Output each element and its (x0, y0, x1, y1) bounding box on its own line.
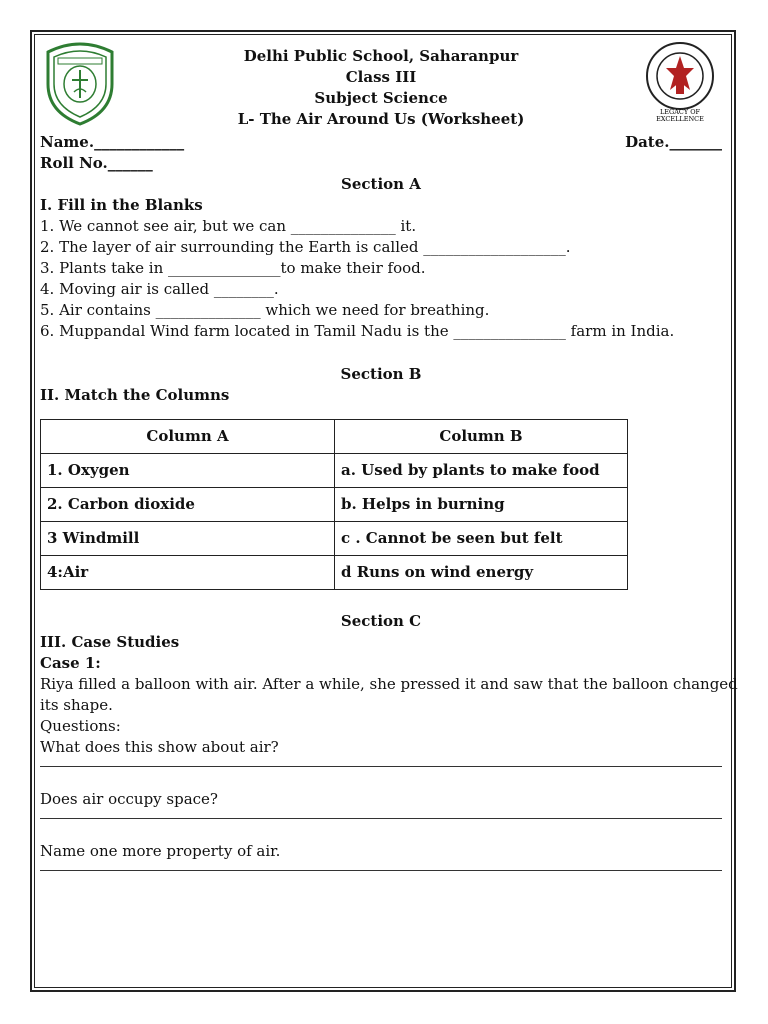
section-c-title: Section C (340, 612, 422, 630)
case-text-continued: its shape. (40, 696, 113, 714)
lesson-title: L- The Air Around Us (Worksheet) (237, 110, 525, 128)
table-row (41, 488, 628, 522)
column-a-cell: 1. Oxygen (41, 454, 335, 488)
fill-blank-item: 1. We cannot see air, but we can ______________ it. (40, 217, 417, 235)
date-field[interactable]: Date._______ (625, 133, 722, 151)
table-row (41, 522, 628, 556)
answer-line[interactable] (40, 862, 722, 871)
table-row (41, 454, 628, 488)
group-logo-motto-2: EXCELLENCE (656, 115, 704, 123)
column-b-cell: d Runs on wind energy (335, 556, 628, 590)
column-a-cell: 2. Carbon dioxide (41, 488, 335, 522)
worksheet-header (40, 40, 722, 132)
section-b-heading: II. Match the Columns (40, 386, 230, 404)
superhouse-group-logo (638, 40, 722, 124)
fill-blank-item: 2. The layer of air surrounding the Earth is called ___________________. (40, 238, 571, 256)
roll-number-field[interactable]: Roll No.______ (40, 154, 153, 172)
school-name: Delhi Public School, Saharanpur (243, 47, 519, 65)
name-date-row (40, 132, 722, 153)
questions-label: Questions: (40, 717, 121, 735)
column-b-cell: c . Cannot be seen but felt (335, 522, 628, 556)
fill-blank-item: 3. Plants take in _______________to make their food. (40, 259, 426, 277)
answer-line[interactable] (40, 758, 722, 767)
answer-line[interactable] (40, 810, 722, 819)
section-a-title: Section A (341, 175, 421, 193)
case-text: Riya filled a balloon with air. After a while, she pressed it and saw that the balloon changed (40, 675, 738, 693)
case-label: Case 1: (40, 654, 101, 672)
column-a-header: Column A (41, 420, 335, 454)
table-row (41, 556, 628, 590)
column-a-cell: 4:Air (41, 556, 335, 590)
fill-blank-item: 4. Moving air is called ________. (40, 280, 279, 298)
name-field[interactable]: Name.____________ (40, 133, 185, 151)
class-label: Class III (345, 68, 417, 86)
section-a-heading: I. Fill in the Blanks (40, 196, 203, 214)
table-header-row (41, 420, 628, 454)
subject-label: Subject Science (314, 89, 448, 107)
column-b-cell: b. Helps in burning (335, 488, 628, 522)
column-a-cell: 3 Windmill (41, 522, 335, 556)
section-b-title: Section B (340, 365, 422, 383)
section-c-heading: III. Case Studies (40, 633, 180, 651)
question-text: What does this show about air? (40, 738, 279, 756)
question-text: Does air occupy space? (40, 790, 218, 808)
match-columns-table (40, 419, 628, 590)
group-logo-motto: LEGACY OF (659, 108, 701, 116)
worksheet (40, 40, 738, 893)
column-b-cell: a. Used by plants to make food (335, 454, 628, 488)
question-text: Name one more property of air. (40, 842, 281, 860)
header-titles (40, 46, 722, 130)
fill-blank-item: 5. Air contains ______________ which we need for breathing. (40, 301, 490, 319)
fill-blank-item: 6. Muppandal Wind farm located in Tamil Nadu is the _______________ farm in India. (40, 322, 675, 340)
column-b-header: Column B (335, 420, 628, 454)
